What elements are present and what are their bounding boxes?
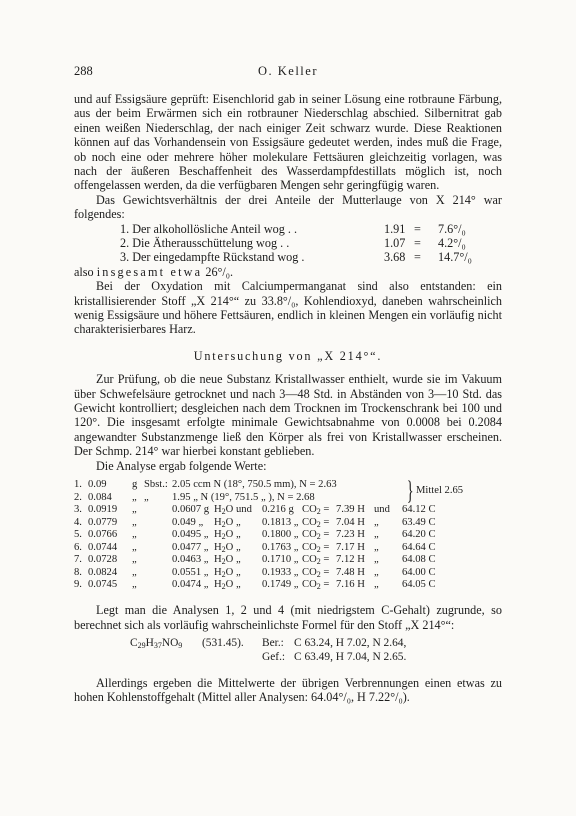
- co2-label: $CO_2$ =: [302, 579, 330, 592]
- sample-weight: 0.084: [88, 491, 112, 503]
- text-percent: 26°/₀.: [205, 264, 234, 279]
- ditto-mark: „: [132, 541, 137, 553]
- paragraph-pruefung: Zur Prüfung, ob die neue Substanz Kristallwasser enthielt, wurde sie im Vakuum über Schwefelsäure getrocknet und nach 3—48 Std. in Abständen von 3—10 Std. das Gewicht kontrolliert; desgleichen nach dem Trocknen im Trockenschrank bei 100 und 120°. Die insgesamt erfolgte minimale Gewichtsabnahme von 0.0008 bei 0.2084 angewandter Substanzmenge ließ den Körper als frei von Kristallwasser erscheinen. Der Schmp. 214° war hierbei konstant geblieben.: [74, 372, 502, 459]
- analysis-number: 5.: [74, 529, 82, 541]
- paragraph-analyse-intro: Die Analyse ergab folgende Werte:: [96, 458, 267, 473]
- ber-label: Ber.:: [262, 636, 284, 649]
- h2o-label: $H_2O$: [214, 541, 234, 554]
- analysis-table: [74, 476, 502, 593]
- unit-g: g: [132, 479, 138, 491]
- water-mass: 0.049 „: [172, 516, 204, 528]
- text-also: also: [74, 264, 94, 279]
- sample-weight: 0.0824: [88, 566, 118, 578]
- und-label: „: [374, 541, 379, 553]
- ditto-mark: „: [132, 566, 137, 578]
- und-label: „: [374, 566, 379, 578]
- analysis-number: 7.: [74, 554, 82, 566]
- list-item: [74, 222, 502, 236]
- hydrogen-percent: 7.16 H: [336, 579, 365, 591]
- h2o-label: $H_2O$: [214, 579, 234, 592]
- mutterlauge-list: [74, 222, 502, 265]
- molecular-formula: $C_{29}H_{37}NO_9$: [130, 636, 183, 650]
- analysis-number: 1.: [74, 479, 82, 491]
- carbon-percent: 64.64 C: [402, 541, 436, 553]
- ditto-mark: „: [132, 516, 137, 528]
- unit-g: „: [132, 491, 137, 503]
- co2-label: $CO_2$ =: [302, 529, 330, 542]
- ditto-mark: „: [132, 504, 137, 516]
- hydrogen-percent: 7.23 H: [336, 529, 365, 541]
- h2o-label: $H_2O$: [214, 554, 234, 567]
- list-item-value: 1.91: [384, 221, 406, 236]
- analysis-number: 6.: [74, 541, 82, 553]
- co2-mass: 0.1933 „: [262, 566, 299, 578]
- list-item-percent: 7.6°/₀: [438, 221, 466, 236]
- hydrogen-percent: 7.04 H: [336, 516, 365, 528]
- carbon-percent: 64.20 C: [402, 529, 436, 541]
- sample-weight: 0.0745: [88, 579, 118, 591]
- co2-mass: 0.216 g: [262, 504, 294, 516]
- gef-label: Gef.:: [262, 650, 286, 663]
- section-heading: Untersuchung von „X 214°“.: [193, 348, 383, 363]
- sample-weight: 0.0744: [88, 541, 118, 553]
- h2o-label: $H_2O$: [214, 529, 234, 542]
- hydrogen-percent: 7.17 H: [336, 541, 365, 553]
- sample-weight: 0.0766: [88, 529, 118, 541]
- list-item-percent: 4.2°/₀: [438, 236, 466, 251]
- list-item: [74, 250, 502, 264]
- sbst-label: „: [144, 491, 149, 503]
- und-label: „: [236, 566, 241, 578]
- page-number: 288: [74, 64, 93, 78]
- analysis-number: 3.: [74, 504, 82, 516]
- und-label: „: [374, 554, 379, 566]
- und-label: „: [374, 529, 379, 541]
- analysis-number: 2.: [74, 491, 82, 503]
- sample-weight: 0.0728: [88, 554, 118, 566]
- paragraph-essigsaeure: und auf Essigsäure geprüft: Eisenchlorid gab in seiner Lösung eine rotbraune Färbung, aus der beim Erwärmen sich ein rotbrauner Niederschlag abschied. Silbernitrat gab einen weißen Niederschlag, der nach einiger Zeit schwarz wurde. Diese Reaktionen können auf das Vorhandensein von Essigsäure gedeutet werden, indes muß die Frage, ob noch eine oder mehrere höher molekulare Fettsäuren gleichzeitig vorlagen, was nach der äußeren Beschaffenheit des Wasserdampfdestillats möglich ist, noch offengelassen werden, da die verfügbaren Mengen sehr geringfügig waren.: [74, 92, 502, 193]
- und-label: „: [236, 529, 241, 541]
- hydrogen-percent: 7.48 H: [336, 566, 365, 578]
- brace-glyph: }: [406, 476, 414, 506]
- und-label: „: [236, 516, 241, 528]
- und-label: „: [374, 579, 379, 591]
- carbon-percent: 63.49 C: [402, 516, 436, 528]
- water-mass: 0.0463 „: [172, 554, 209, 566]
- list-item-label: 1. Der alkohollösliche Anteil wog . .: [120, 221, 298, 236]
- ditto-mark: „: [132, 554, 137, 566]
- ditto-mark: „: [132, 529, 137, 541]
- water-mass: 0.0551 „: [172, 566, 209, 578]
- hydrogen-percent: 7.39 H: [336, 504, 365, 516]
- h2o-label: $H_2O$: [214, 566, 234, 579]
- co2-label: $CO_2$ =: [302, 541, 330, 554]
- equals-sign: =: [414, 250, 421, 265]
- gef-values: C 63.49, H 7.04, N 2.65.: [294, 650, 407, 663]
- analysis-number: 9.: [74, 579, 82, 591]
- hydrogen-percent: 7.12 H: [336, 554, 365, 566]
- spaced-text-insgesamt: insgesamt etwa: [96, 264, 203, 279]
- paragraph-mittelwerte: Allerdings ergeben die Mittelwerte der übrigen Verbrennungen einen etwas zu hohen Kohlenstoffgehalt (Mittel aller Analysen: 64.04°/₀, H 7.22°/₀).: [74, 675, 502, 705]
- h2o-label: $H_2O$: [214, 516, 234, 529]
- und-label: „: [236, 554, 241, 566]
- list-item-label: 2. Die Ätherausschüttelung wog . .: [120, 236, 290, 251]
- list-item: [74, 236, 502, 250]
- nitrogen-measurement: 1.95 „ N (19°, 751.5 „ ), N = 2.68: [172, 491, 315, 503]
- list-item-percent: 14.7°/₀: [438, 250, 472, 265]
- co2-mass: 0.1710 „: [262, 554, 299, 566]
- h2o-label: $H_2O$: [214, 504, 234, 517]
- page-body: [74, 92, 502, 705]
- list-item-label: 3. Der eingedampfte Rückstand wog .: [120, 250, 305, 265]
- sbst-label: Sbst.:: [144, 479, 168, 491]
- und-label: und: [236, 504, 252, 516]
- sample-weight: 0.0779: [88, 516, 118, 528]
- carbon-percent: 64.00 C: [402, 566, 436, 578]
- mittel-value: Mittel 2.65: [416, 485, 464, 497]
- carbon-percent: 64.08 C: [402, 554, 436, 566]
- co2-mass: 0.1763 „: [262, 541, 299, 553]
- co2-label: $CO_2$ =: [302, 554, 330, 567]
- co2-mass: 0.1800 „: [262, 529, 299, 541]
- carbon-percent: 64.12 C: [402, 504, 436, 516]
- list-item-value: 3.68: [384, 250, 406, 265]
- sample-weight: 0.0919: [88, 504, 118, 516]
- equals-sign: =: [414, 221, 421, 236]
- carbon-percent: 64.05 C: [402, 579, 436, 591]
- water-mass: 0.0474 „: [172, 579, 209, 591]
- analysis-number: 4.: [74, 516, 82, 528]
- molecular-weight: (531.45).: [202, 636, 244, 649]
- und-label: „: [236, 579, 241, 591]
- water-mass: 0.0477 „: [172, 541, 209, 553]
- co2-label: $CO_2$ =: [302, 566, 330, 579]
- formula-block: [74, 637, 502, 667]
- water-mass: 0.0607 g: [172, 504, 210, 516]
- co2-label: $CO_2$ =: [302, 504, 330, 517]
- paragraph-formel: Legt man die Analysen 1, 2 und 4 (mit niedrigstem C-Gehalt) zugrunde, so berechnet sich als vorläufig wahrscheinlichste Formel für den Stoff „X 214°“:: [74, 603, 502, 632]
- co2-mass: 0.1749 „: [262, 579, 299, 591]
- running-head-author: O. Keller: [257, 64, 318, 78]
- page-header: [74, 64, 502, 80]
- analysis-number: 8.: [74, 566, 82, 578]
- paragraph-insgesamt: [74, 265, 502, 279]
- sample-weight: 0.09: [88, 479, 107, 491]
- list-item-value: 1.07: [384, 236, 406, 251]
- und-label: „: [374, 516, 379, 528]
- und-label: „: [236, 541, 241, 553]
- co2-label: $CO_2$ =: [302, 516, 330, 529]
- nitrogen-measurement: 2.05 ccm N (18°, 750.5 mm), N = 2.63: [172, 479, 337, 491]
- und-label: und: [374, 504, 390, 516]
- paragraph-gewichtsverhaeltnis: Das Gewichtsverhältnis der drei Anteile der Mutterlauge von X 214° war folgendes:: [74, 192, 502, 222]
- equals-sign: =: [414, 236, 421, 251]
- co2-mass: 0.1813 „: [262, 516, 299, 528]
- water-mass: 0.0495 „: [172, 529, 209, 541]
- ber-values: C 63.24, H 7.02, N 2.64,: [294, 636, 407, 649]
- paragraph-oxydation: Bei der Oxydation mit Calciumpermanganat sind also entstanden: ein kristallisierender Stoff „X 214°“ zu 33.8°/₀, Kohlendioxyd, daneben wahrscheinlich wenig Essigsäure und höhere Fettsäuren, endlich in kleinen Mengen ein vorläufig nicht charakterisierbares Harz.: [74, 279, 502, 337]
- ditto-mark: „: [132, 579, 137, 591]
